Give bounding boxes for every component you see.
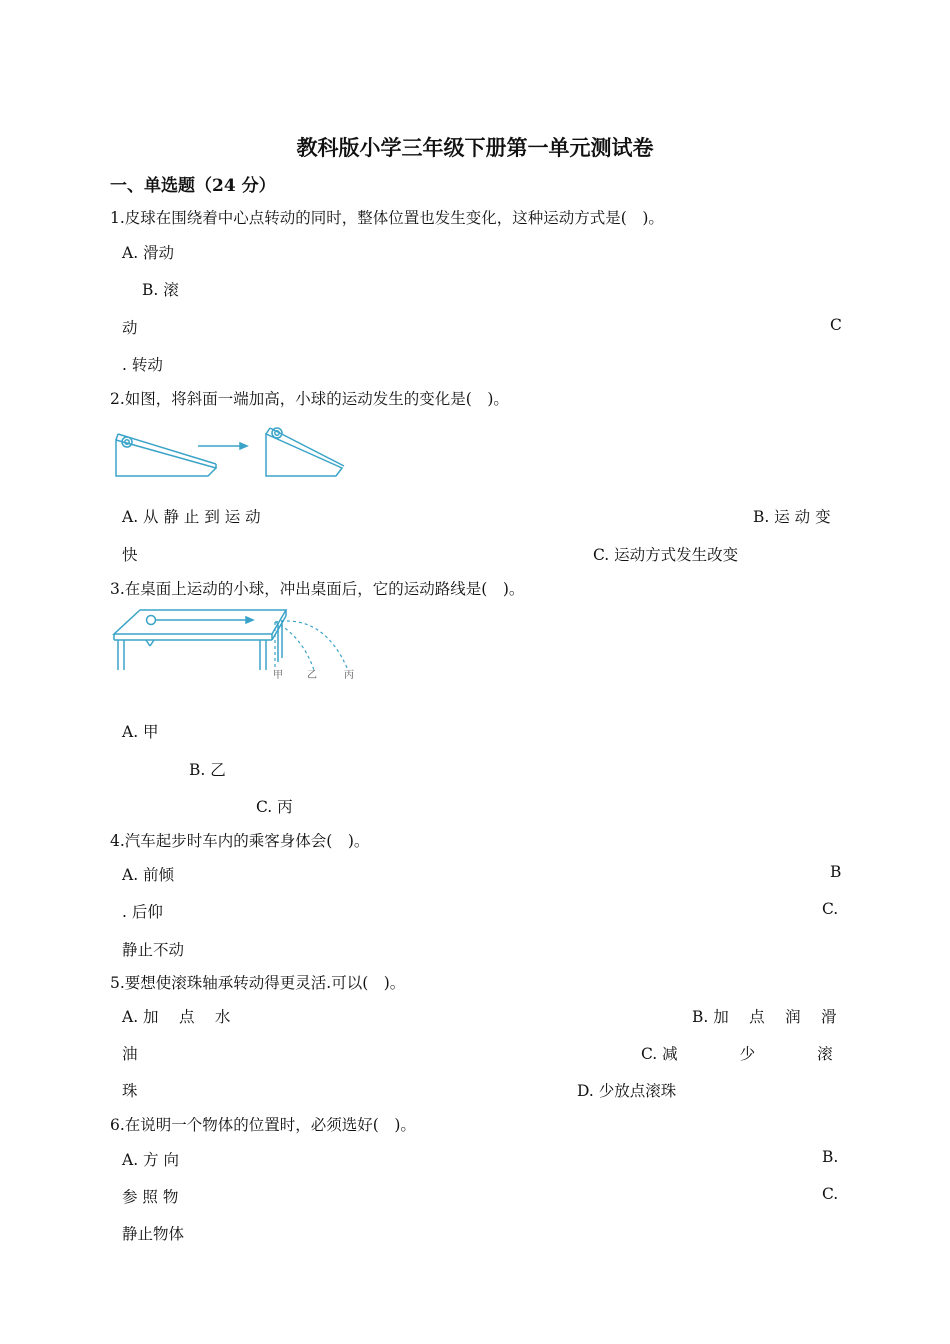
q6-option-a: A. 方 向 xyxy=(122,1151,179,1169)
slope-figure xyxy=(110,418,350,488)
fig-label-yi: 乙 xyxy=(307,670,317,681)
q4-option-b: . 后仰 xyxy=(122,903,163,921)
q6-option-c-label: C. xyxy=(822,1185,839,1203)
q2-option-c: C. 运动方式发生改变 xyxy=(593,546,739,564)
q1-option-a: A. 滑动 xyxy=(122,244,175,262)
question-6: 6.在说明一个物体的位置时，必须选好( )。 xyxy=(110,1116,416,1134)
q5-option-c: C. 减 少 滚 xyxy=(641,1045,833,1063)
q3-option-a: A. 甲 xyxy=(122,723,159,741)
table-figure xyxy=(110,604,370,684)
q4-option-a: A. 前倾 xyxy=(122,866,175,884)
question-3: 3.在桌面上运动的小球，冲出桌面后，它的运动路线是( )。 xyxy=(110,580,525,598)
q3-option-c: C. 丙 xyxy=(256,798,293,816)
q1-option-b-cont: 动 xyxy=(122,319,138,337)
q5-option-b-cont: 油 xyxy=(122,1045,138,1063)
question-5: 5.要想使滚珠轴承转动得更灵活.可以( )。 xyxy=(110,974,406,992)
q5-option-a: A. 加 点 水 xyxy=(122,1008,231,1026)
q5-option-c-cont: 珠 xyxy=(122,1082,138,1100)
q4-option-b-label: B xyxy=(830,863,842,881)
question-2: 2.如图，将斜面一端加高，小球的运动发生的变化是( )。 xyxy=(110,390,509,408)
q6-option-b: 参 照 物 xyxy=(122,1188,179,1206)
question-1: 1.皮球在围绕着中心点转动的同时，整体位置也发生变化，这种运动方式是( )。 xyxy=(110,209,664,227)
page-title: 教科版小学三年级下册第一单元测试卷 xyxy=(296,135,654,160)
q5-option-b: B. 加 点 润 滑 xyxy=(692,1008,837,1026)
fig-label-jia: 甲 xyxy=(273,670,283,681)
q5-option-d: D. 少放点滚珠 xyxy=(577,1082,677,1100)
q2-option-b: B. 运 动 变 xyxy=(753,508,831,526)
fig-label-bing: 丙 xyxy=(344,670,354,681)
q2-option-a: A. 从 静 止 到 运 动 xyxy=(122,508,261,526)
section-heading: 一、单选题（24 分） xyxy=(110,176,276,196)
q1-option-c: . 转动 xyxy=(122,356,163,374)
q6-option-b-label: B. xyxy=(822,1148,839,1166)
q4-option-c: 静止不动 xyxy=(122,941,185,959)
q2-option-b-cont: 快 xyxy=(122,546,138,564)
q3-option-b: B. 乙 xyxy=(189,761,226,779)
q1-option-c-label: C xyxy=(830,316,842,334)
q1-option-b: B. 滚 xyxy=(142,281,179,299)
q6-option-c: 静止物体 xyxy=(122,1225,185,1243)
question-4: 4.汽车起步时车内的乘客身体会( )。 xyxy=(110,832,370,850)
q4-option-c-label: C. xyxy=(822,900,839,918)
